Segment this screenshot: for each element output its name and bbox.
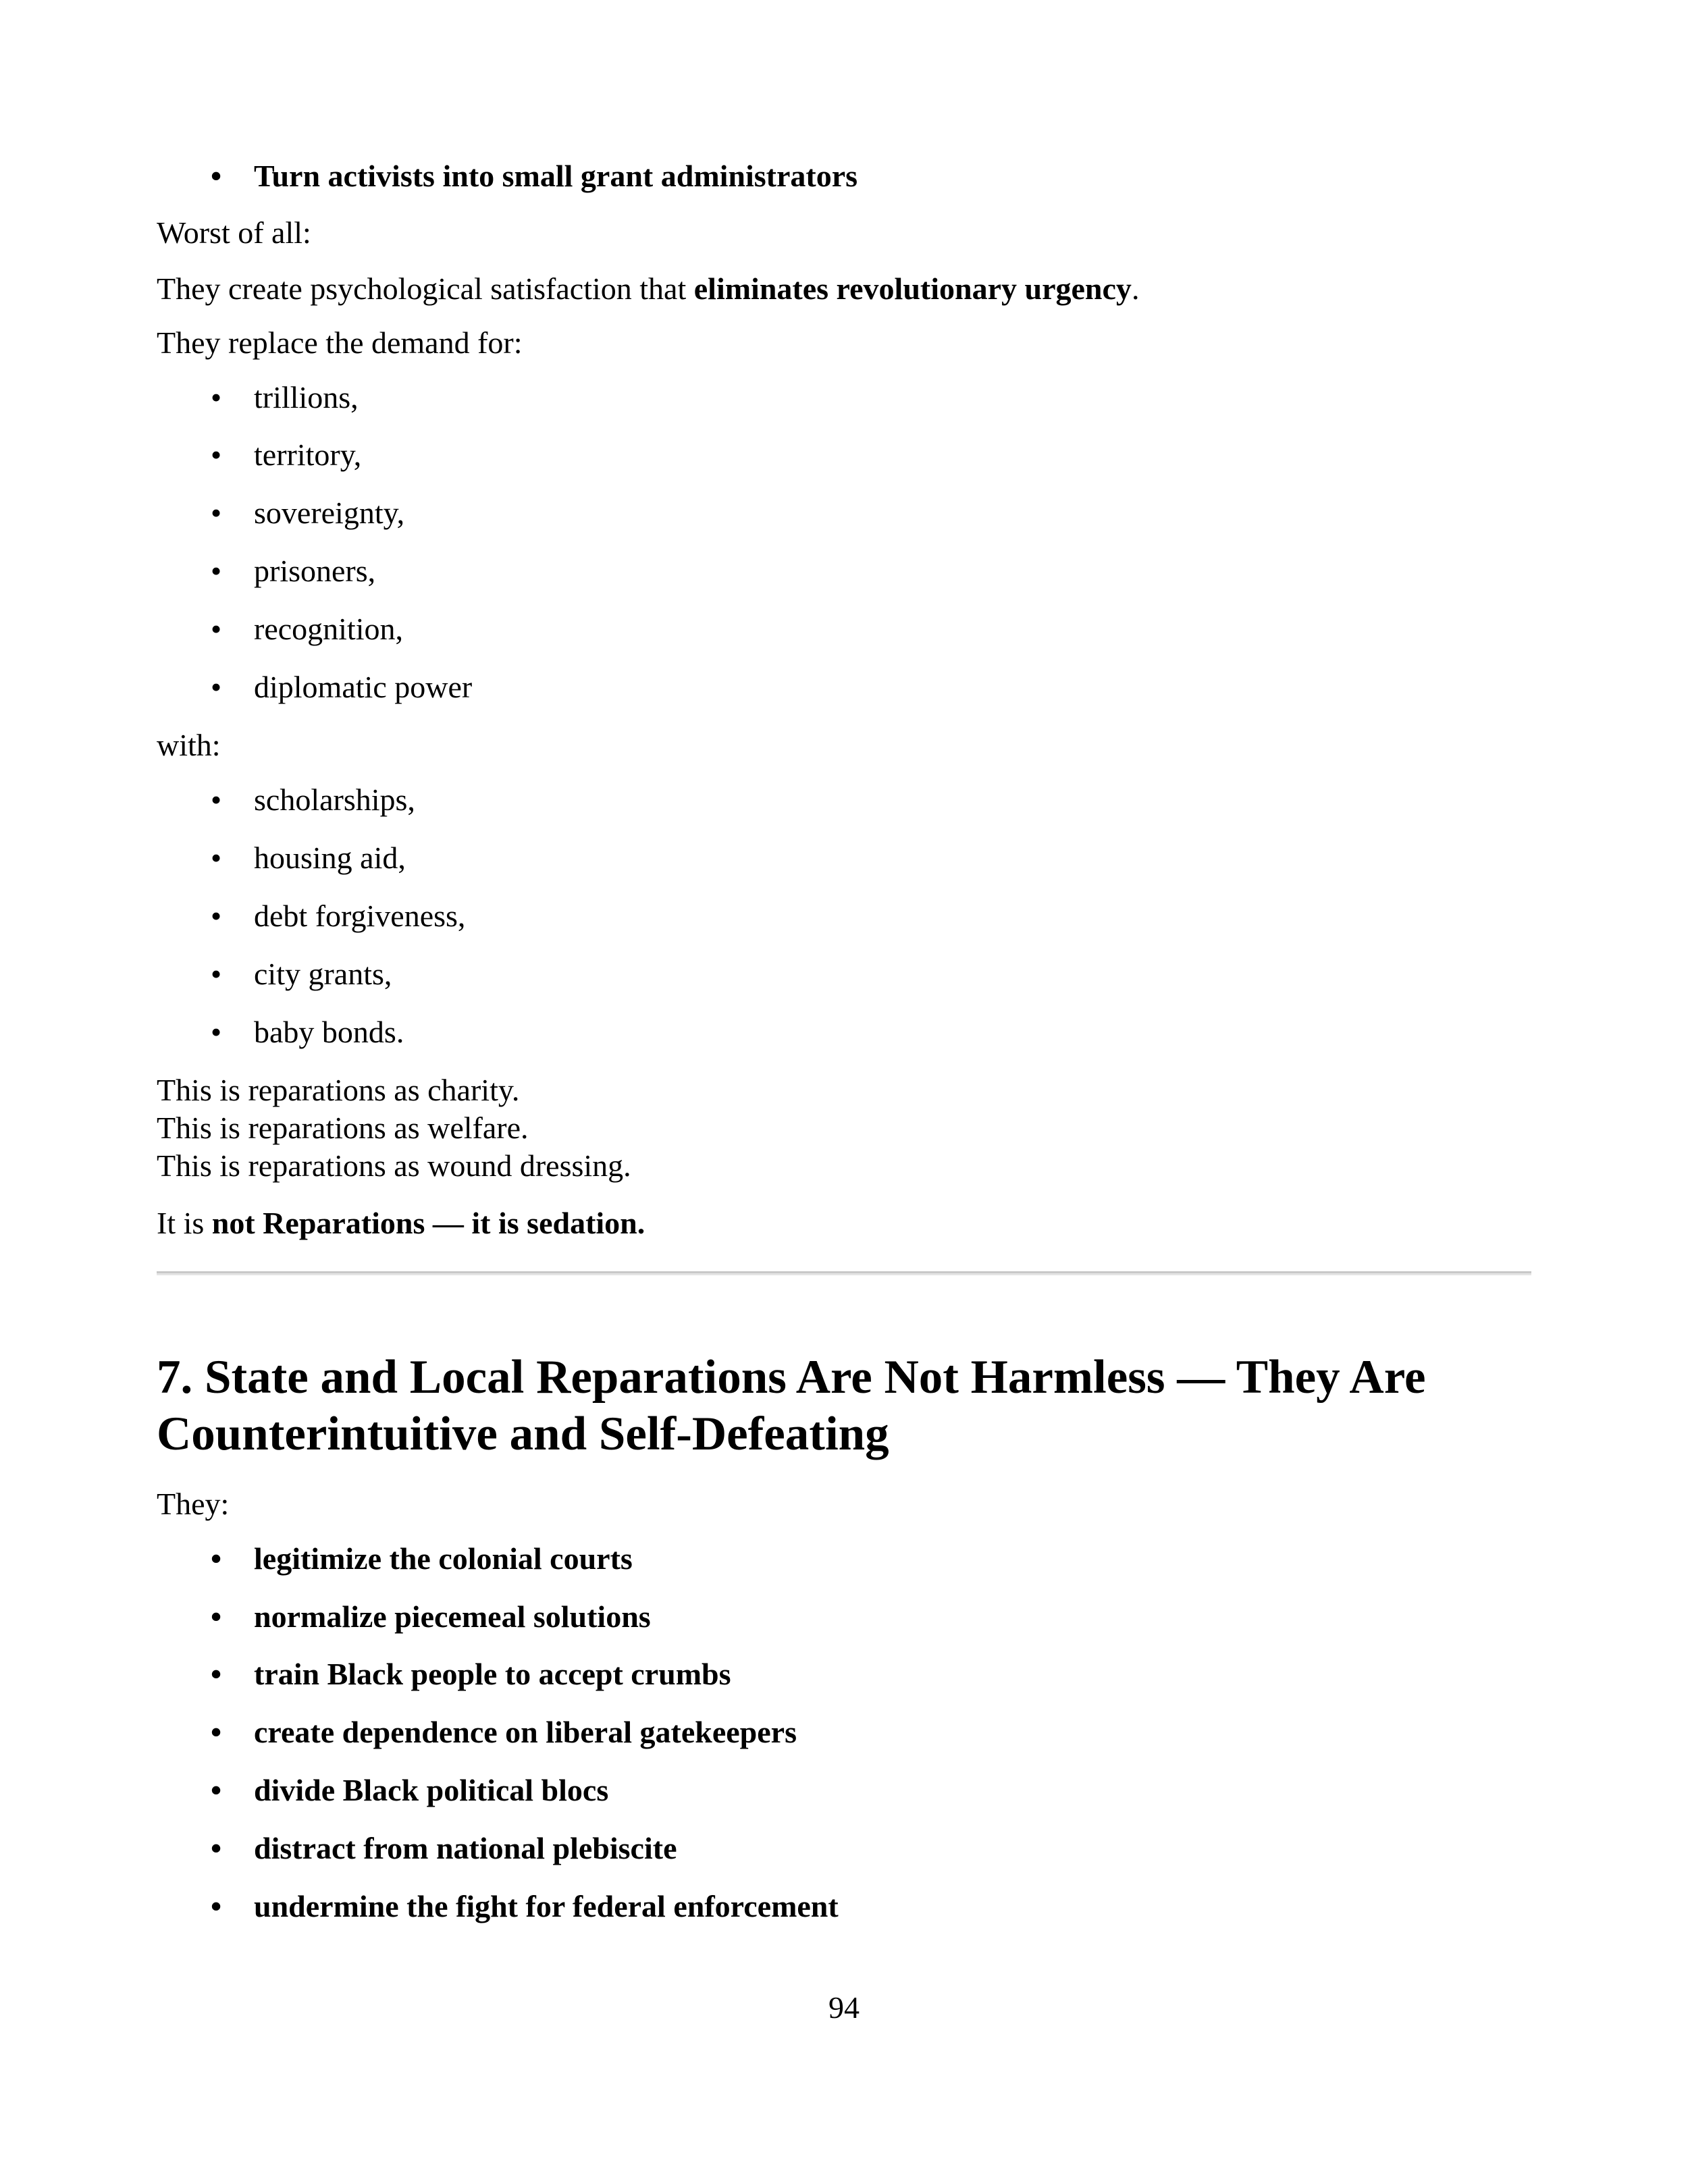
section-heading-line: Counterintuitive and Self-Defeating xyxy=(157,1408,889,1460)
bullet-icon: • xyxy=(211,496,222,530)
charity-line: This is reparations as charity. xyxy=(157,1073,520,1107)
list-item-text: debt forgiveness, xyxy=(254,899,466,933)
list-item-text: create dependence on liberal gatekeepers xyxy=(254,1715,797,1749)
list-item-text: Turn activists into small grant administrators xyxy=(254,159,858,193)
bullet-icon: • xyxy=(211,1831,222,1865)
bullet-icon: • xyxy=(211,554,222,588)
bullet-icon: • xyxy=(211,841,222,875)
bullet-icon: • xyxy=(211,670,222,704)
bullet-icon: • xyxy=(211,782,222,817)
horizontal-rule xyxy=(157,1271,1531,1275)
list-item-text: diplomatic power xyxy=(254,670,473,704)
bullet-icon: • xyxy=(211,1715,222,1749)
list-item-text: normalize piecemeal solutions xyxy=(254,1599,651,1634)
bullet-icon: • xyxy=(211,957,222,991)
bullet-icon: • xyxy=(211,380,222,415)
list-item-text: territory, xyxy=(254,437,362,472)
list-item-text: housing aid, xyxy=(254,841,406,875)
list-item-text: sovereignty, xyxy=(254,496,405,530)
list-item-text: city grants, xyxy=(254,957,392,991)
bold-text-run: not Reparations — it is sedation. xyxy=(211,1206,645,1240)
list-item-text: train Black people to accept crumbs xyxy=(254,1657,731,1691)
list-item-text: baby bonds. xyxy=(254,1015,404,1049)
bullet-icon: • xyxy=(211,612,222,646)
bullet-icon: • xyxy=(211,159,222,193)
page-number: 94 xyxy=(828,1990,860,2025)
list-item-text: trillions, xyxy=(254,380,359,415)
paragraph-sedation xyxy=(157,1204,645,1242)
list-item-text: distract from national plebiscite xyxy=(254,1831,677,1865)
section-heading-line: 7. State and Local Reparations Are Not Harmless — They Are xyxy=(157,1351,1426,1404)
text-run: . xyxy=(1131,271,1140,306)
section-heading xyxy=(157,1349,1575,1462)
list-item-text: recognition, xyxy=(254,612,403,646)
text-run: They create psychological satisfaction that xyxy=(157,271,694,306)
bullet-icon: • xyxy=(211,1657,222,1691)
bold-text-run: eliminates revolutionary urgency xyxy=(693,271,1132,306)
paragraph-worst: Worst of all: xyxy=(157,215,311,250)
paragraph-satisfaction xyxy=(157,270,1139,308)
list-item-text: scholarships, xyxy=(254,782,415,817)
list-item-text: divide Black political blocs xyxy=(254,1773,609,1807)
bullet-icon: • xyxy=(211,1541,222,1576)
paragraph-replace: They replace the demand for: xyxy=(157,325,523,360)
text-run: It is xyxy=(157,1206,212,1240)
list-item-text: legitimize the colonial courts xyxy=(254,1541,633,1576)
bullet-icon: • xyxy=(211,1773,222,1807)
list-item-text: prisoners, xyxy=(254,554,376,588)
bullet-icon: • xyxy=(211,899,222,933)
charity-line: This is reparations as wound dressing. xyxy=(157,1148,631,1183)
bullet-icon: • xyxy=(211,1599,222,1634)
bullet-icon: • xyxy=(211,1889,222,1923)
bullet-icon: • xyxy=(211,1015,222,1049)
list-item-text: undermine the fight for federal enforcement xyxy=(254,1889,839,1923)
charity-line: This is reparations as welfare. xyxy=(157,1111,529,1145)
paragraph-they: They: xyxy=(157,1487,230,1521)
paragraph-with: with: xyxy=(157,728,221,762)
bullet-icon: • xyxy=(211,437,222,472)
